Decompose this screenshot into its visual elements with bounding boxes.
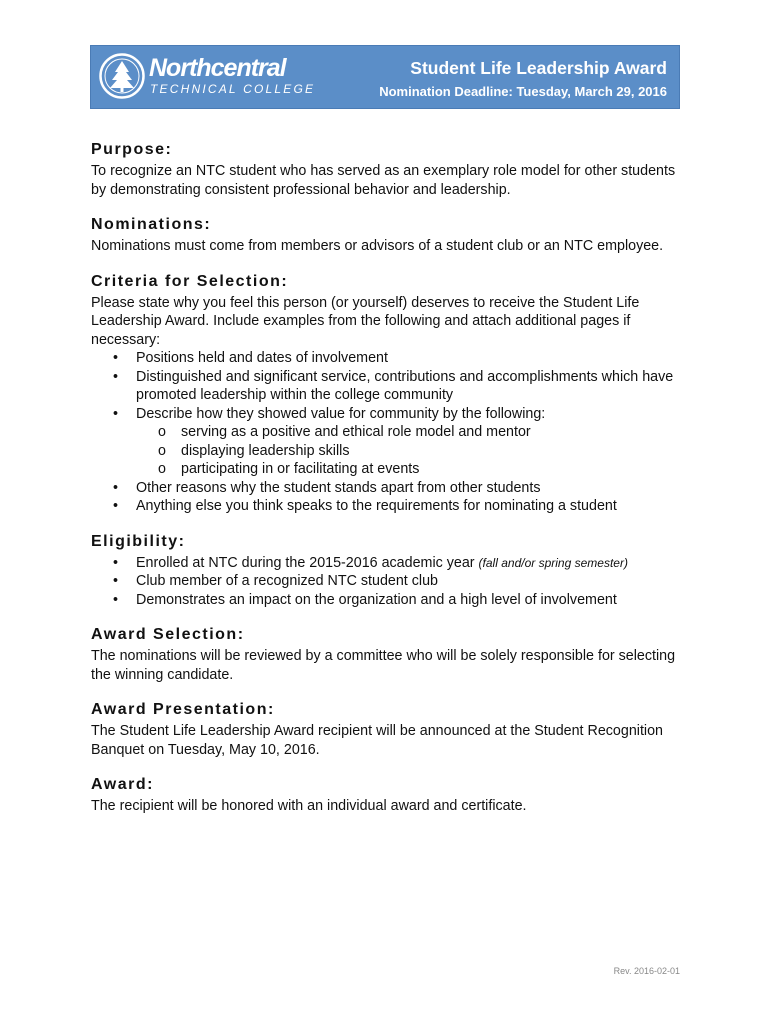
semester-note: (fall and/or spring semester) <box>478 555 628 570</box>
list-item: • Positions held and dates of involvement <box>113 349 681 368</box>
nominations-heading: Nominations: <box>91 216 212 233</box>
award-section <box>91 775 681 816</box>
purpose-section <box>91 140 681 199</box>
list-item: • Distinguished and significant service, contributions and accomplishments which have promoted leadership within the college community <box>113 368 681 405</box>
nomination-deadline: Nomination Deadline: Tuesday, March 29, 2016 <box>379 84 667 99</box>
purpose-heading: Purpose: <box>91 141 173 158</box>
award-heading: Award: <box>91 776 154 793</box>
list-item: • Anything else you think speaks to the requirements for nominating a student <box>113 497 681 516</box>
award-presentation-section <box>91 700 681 759</box>
award-presentation-heading: Award Presentation: <box>91 701 275 718</box>
purpose-text: To recognize an NTC student who has served as an exemplary role model for other students by demonstrating consistent professional behavior and leadership. <box>91 163 676 198</box>
award-selection-text: The nominations will be reviewed by a committee who will be solely responsible for selecting the winning candidate. <box>91 648 676 683</box>
logo-subtitle: TECHNICAL COLLEGE <box>150 82 316 96</box>
sub-list-item: o participating in or facilitating at events <box>158 460 681 479</box>
award-text: The recipient will be honored with an individual award and certificate. <box>91 798 527 814</box>
award-selection-heading: Award Selection: <box>91 626 245 643</box>
nominations-section <box>91 215 681 256</box>
award-selection-section <box>91 625 681 684</box>
sub-list-item: o displaying leadership skills <box>158 442 681 461</box>
list-item: • Demonstrates an impact on the organization and a high level of involvement <box>113 591 681 610</box>
nominations-text: Nominations must come from members or advisors of a student club or an NTC employee. <box>91 238 664 254</box>
eligibility-heading: Eligibility: <box>91 532 186 550</box>
college-logo <box>149 54 315 96</box>
list-item: • Enrolled at NTC during the 2015-2016 academic year (fall and/or spring semester) <box>113 554 681 573</box>
award-presentation-text: The Student Life Leadership Award recipient will be announced at the Student Recognition Banquet on Tuesday, May 10, 2016. <box>91 723 664 758</box>
eligibility-list <box>91 554 681 610</box>
list-item: • Other reasons why the student stands apart from other students <box>113 479 681 498</box>
revision-label: Rev. 2016-02-01 <box>613 966 680 976</box>
criteria-intro: Please state why you feel this person (or yourself) deserves to receive the Student Life Leadership Award. Include examples from the following and attach additional pages if necessary: <box>91 294 640 348</box>
document-body <box>91 140 681 832</box>
list-item: • Describe how they showed value for community by the following: o serving as a positive and ethical role model and mentor o displaying leadership skills o participating in or facilitating at events <box>113 405 681 479</box>
list-item: • Club member of a recognized NTC student club <box>113 572 681 591</box>
header-banner <box>90 45 680 109</box>
logo-name: Northcentral <box>149 54 286 82</box>
award-title: Student Life Leadership Award <box>410 58 667 78</box>
criteria-list <box>91 349 681 516</box>
sub-list-item: o serving as a positive and ethical role model and mentor <box>158 423 681 442</box>
criteria-section <box>91 272 681 516</box>
criteria-heading: Criteria for Selection: <box>91 272 289 290</box>
eligibility-section <box>91 532 681 610</box>
community-value-sublist <box>136 423 681 479</box>
pine-tree-circle-icon <box>99 53 145 99</box>
